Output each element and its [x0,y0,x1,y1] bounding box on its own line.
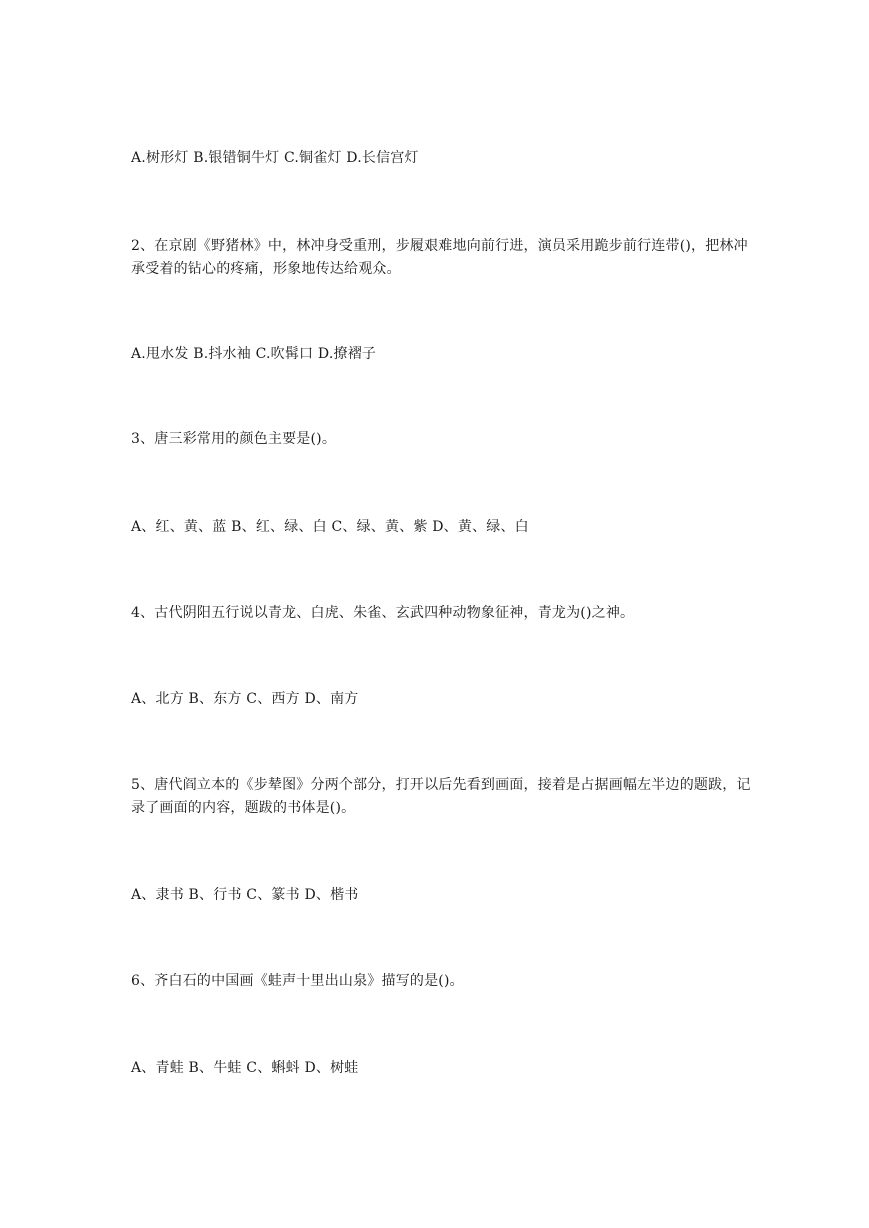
q6-question: 6、齐白石的中国画《蛙声十里出山泉》描写的是()。 [131,973,464,989]
q5-question: 5、唐代阎立本的《步辇图》分两个部分，打开以后先看到画面，接着是占据画幅左半边的题跋，记录了画面的内容，题跋的书体是()。 [131,777,751,816]
q4-options: A、北方 B、东方 C、西方 D、南方 [131,691,359,707]
q3-options: A、红、黄、蓝 B、红、绿、白 C、绿、黄、紫 D、黄、绿、白 [131,519,529,535]
q2-question: 2、在京剧《野猪林》中，林冲身受重刑，步履艰难地向前行进，演员采用跪步前行连带()，把林冲承受着的钻心的疼痛，形象地传达给观众。 [131,238,748,277]
q1-options: A.树形灯 B.银错铜牛灯 C.铜雀灯 D.长信宫灯 [131,150,419,166]
q4-question: 4、古代阴阳五行说以青龙、白虎、朱雀、玄武四种动物象征神，青龙为()之神。 [131,605,635,621]
q6-options: A、青蛙 B、牛蛙 C、蝌蚪 D、树蛙 [131,1060,359,1076]
q3-question: 3、唐三彩常用的颜色主要是()。 [131,431,337,447]
q2-options: A.甩水发 B.抖水袖 C.吹髯口 D.撩褶子 [131,346,377,362]
q5-options: A、隶书 B、行书 C、篆书 D、楷书 [131,887,359,903]
